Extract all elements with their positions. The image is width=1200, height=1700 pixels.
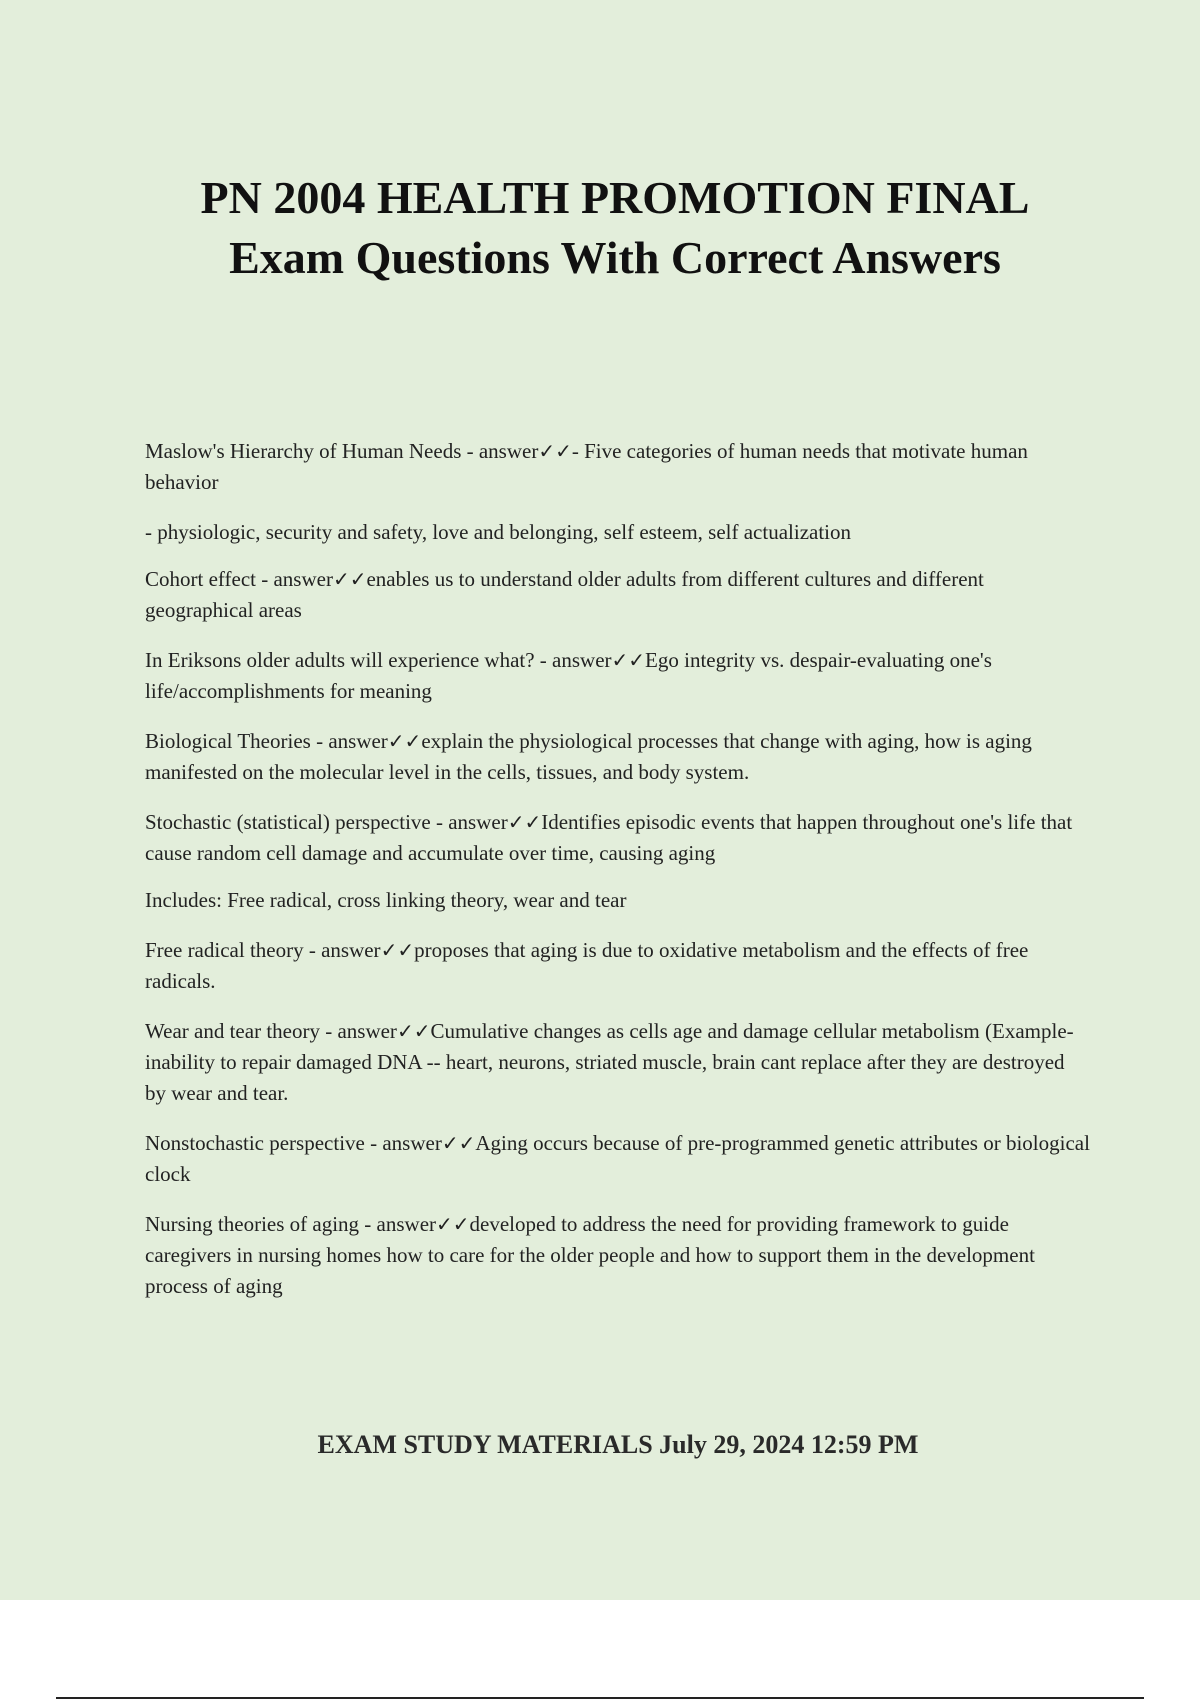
qa-term: Free radical theory - answer [145, 938, 381, 962]
qa-term: Maslow's Hierarchy of Human Needs - answer [145, 439, 539, 463]
qa-entry [145, 807, 1090, 869]
qa-list [145, 436, 1090, 1321]
qa-answer: - physiologic, security and safety, love and belonging, self esteem, self actualization [145, 520, 852, 544]
qa-answer: enables us to understand older adults from different cultures and different geographical areas [145, 567, 984, 622]
qa-answer: Cumulative changes as cells age and damage cellular metabolism (Example-inability to repair damaged DNA -- heart, neurons, striated muscle, brain cant replace after they are destroyed by wear and tear. [145, 1019, 1074, 1105]
checkmark-icon: ✓✓ [507, 810, 542, 834]
qa-answer: Identifies episodic events that happen throughout one's life that cause random cell damage and accumulate over time, causing aging [145, 810, 1073, 865]
title-line-2: Exam Questions With Correct Answers [229, 232, 1001, 283]
qa-entry [145, 645, 1090, 707]
qa-entry [145, 1016, 1090, 1109]
checkmark-icon: ✓✓ [436, 1212, 470, 1236]
divider [56, 1697, 1144, 1699]
qa-entry [145, 564, 1090, 626]
qa-answer: - Five categories of human needs that motivate human behavior [145, 439, 1028, 494]
qa-term: Stochastic (statistical) perspective - answer [145, 810, 508, 834]
qa-answer: proposes that aging is due to oxidative metabolism and the effects of free radicals. [145, 938, 1029, 993]
checkmark-icon: ✓✓ [332, 567, 367, 591]
qa-term: In Eriksons older adults will experience what? - answer [145, 648, 612, 672]
footer-caption: EXAM STUDY MATERIALS July 29, 2024 12:59 PM [317, 1430, 919, 1459]
qa-answer: developed to address the need for providing framework to guide caregivers in nursing homes how to care for the older people and how to support them in the development process of aging [145, 1212, 1035, 1298]
qa-answer: Ego integrity vs. despair-evaluating one's life/accomplishments for meaning [145, 648, 992, 703]
qa-term: Nonstochastic perspective - answer [145, 1131, 442, 1155]
qa-term: Nursing theories of aging - answer [145, 1212, 437, 1236]
qa-entry [145, 1128, 1090, 1190]
qa-answer: explain the physiological processes that change with aging, how is aging manifested on the molecular level in the cells, tissues, and body system. [145, 729, 1032, 784]
qa-entry [145, 885, 1090, 916]
qa-entry [145, 436, 1090, 498]
checkmark-icon: ✓✓ [387, 729, 422, 753]
qa-entry [145, 517, 1090, 548]
checkmark-icon: ✓✓ [441, 1131, 476, 1155]
qa-answer: Aging occurs because of pre-programmed genetic attributes or biological clock [145, 1131, 1090, 1186]
qa-term: Wear and tear theory - answer [145, 1019, 397, 1043]
qa-answer: Includes: Free radical, cross linking theory, wear and tear [145, 888, 627, 912]
qa-entry [145, 935, 1090, 997]
checkmark-icon: ✓✓ [611, 648, 646, 672]
title-line-1: PN 2004 HEALTH PROMOTION FINAL [200, 172, 1030, 223]
qa-term: Biological Theories - answer [145, 729, 388, 753]
checkmark-icon: ✓✓ [380, 938, 415, 962]
qa-term: Cohort effect - answer [145, 567, 333, 591]
document-title [60, 168, 1170, 288]
qa-entry [145, 726, 1090, 788]
checkmark-icon: ✓✓ [538, 439, 572, 463]
checkmark-icon: ✓✓ [396, 1019, 431, 1043]
qa-entry [145, 1209, 1090, 1302]
